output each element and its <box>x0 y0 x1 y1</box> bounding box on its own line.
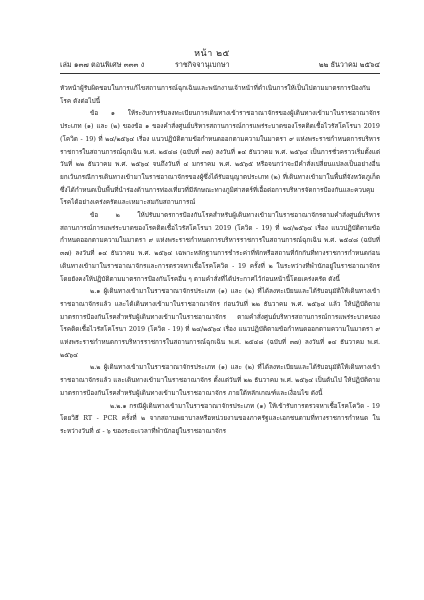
paragraph-intro: หัวหน้าผู้รับผิดชอบในการแก้ไขสถานการณ์ฉุกเฉินและพนักงานเจ้าหน้าที่ดำเนินการให้เป็นไปตามมาตรการป้องกันโรค ดังต่อไปนี้ <box>60 84 371 105</box>
volume-issue: เล่ม ๑๓๗ ตอนพิเศษ ๓๓๓ ง <box>60 60 145 69</box>
document-body <box>60 82 380 438</box>
paragraph-clause-1: ข้อ ๑ ให้ระงับการรับลงทะเบียนการเดินทางเข้าราชอาณาจักรของผู้เดินทางเข้ามาในราชอาณาจักรประเภท (๑) และ (๒) ของข้อ ๑ ของคำสั่งศูนย์บริหารสถานการณ์การแพร่ระบาดของโรคติดเชื้อไวรัสโคโรนา 2019 (โควิด - 19) ที่ ๒๔/๒๕๖๔ เรื่อง แนวปฏิบัติตามข้อกำหนดออกตามความในมาตรา ๙ แห่งพระราชกำหนดการบริหารราชการในสถานการณ์ฉุกเฉิน พ.ศ. ๒๕๔๘ (ฉบับที่ ๓๗) ลงวันที่ ๑๔ ธันวาคม พ.ศ. ๒๕๖๔ เป็นการชั่วคราวเริ่มตั้งแต่วันที่ ๒๒ ธันวาคม พ.ศ. ๒๕๖๔ จนถึงวันที่ ๔ มกราคม พ.ศ. ๒๕๖๕ หรือจนกว่าจะมีคำสั่งเปลี่ยนแปลงเป็นอย่างอื่น ยกเว้นกรณีการเดินทางเข้ามาในราชอาณาจักรของผู้ซึ่งได้รับอนุญาตประเภท (๒) ที่เดินทางเข้ามาในพื้นที่จังหวัดภูเก็ต ซึ่งได้กำหนดเป็นพื้นที่นำร่องด้านการท่องเที่ยวที่มีลักษณะทางภูมิศาสตร์ที่เอื้อต่อการบริหารจัดการป้องกันและควบคุมโรคได้อย่างเคร่งครัดและเหมาะสมกับสถานการณ์ <box>60 109 380 207</box>
paragraph-clause-2-2-1: ๒.๒.๑ กรณีผู้เดินทางเข้ามาในราชอาณาจักรประเภท (๑) ให้เข้ารับการตรวจหาเชื้อโรคโควิด - 19 โดยวิธี RT - PCR ครั้งที่ ๒ จากสถานพยาบาลหรือหน่วยงานของภาครัฐและเอกชนตามที่ทางราชการกำหนด ในระหว่างวันที่ ๕ - ๖ ของระยะเวลาที่พำนักอยู่ในราชอาณาจักร <box>60 401 380 435</box>
gazette-title: ราชกิจจานุเบกษา <box>175 60 230 69</box>
paragraph-clause-2-2: ๒.๒ ผู้เดินทางเข้ามาในราชอาณาจักรประเภท (๑) และ (๒) ที่ได้ลงทะเบียนและได้รับอนุมัติให้เดินทางเข้าราชอาณาจักรแล้ว และเดินทางเข้ามาในราชอาณาจักร ตั้งแต่วันที่ ๒๒ ธันวาคม พ.ศ. ๒๕๖๔ เป็นต้นไป ให้ปฏิบัติตามมาตรการป้องกันโรคสำหรับผู้เดินทางเข้ามาในราชอาณาจักร ภายใต้หลักเกณฑ์และเงื่อนไข ดังนี้ <box>60 363 380 397</box>
page-number: หน้า ๒๕ <box>194 49 230 59</box>
paragraph-clause-2: ข้อ ๒ ให้ปรับมาตรการป้องกันโรคสำหรับผู้เดินทางเข้ามาในราชอาณาจักรตามคำสั่งศูนย์บริหารสถานการณ์การแพร่ระบาดของโรคติดเชื้อไวรัสโคโรนา 2019 (โควิด - 19) ที่ ๒๔/๒๕๖๔ เรื่อง แนวปฏิบัติตามข้อกำหนดออกตามความในมาตรา ๙ แห่งพระราชกำหนดการบริหารราชการในสถานการณ์ฉุกเฉิน พ.ศ. ๒๕๔๘ (ฉบับที่ ๓๗) ลงวันที่ ๑๔ ธันวาคม พ.ศ. ๒๕๖๔ เฉพาะหลักฐานการชำระค่าที่พักหรือสถานที่กักกันที่ทางราชการกำหนดก่อนเดินทางเข้ามาในราชอาณาจักรและการตรวจหาเชื้อโรคโควิด - 19 ครั้งที่ ๒ ในระหว่างที่พำนักอยู่ในราชอาณาจักร โดยยังคงให้ปฏิบัติตามมาตรการป้องกันโรคอื่น ๆ ตามคำสั่งที่ได้ประกาศไว้ก่อนหน้านี้โดยเคร่งครัด ดังนี้ <box>60 211 380 283</box>
header-divider <box>60 73 380 74</box>
publication-date: ๒๒ ธันวาคม ๒๕๖๔ <box>318 60 380 69</box>
paragraph-clause-2-1: ๒.๑ ผู้เดินทางเข้ามาในราชอาณาจักรประเภท (๑) และ (๒) ที่ได้ลงทะเบียนและได้รับอนุมัติให้เดินทางเข้าราชอาณาจักรแล้ว และได้เดินทางเข้ามาในราชอาณาจักร ก่อนวันที่ ๒๒ ธันวาคม พ.ศ. ๒๕๖๔ แล้ว ให้ปฏิบัติตามมาตรการป้องกันโรคสำหรับผู้เดินทางเข้ามาในราชอาณาจักร ตามคำสั่งศูนย์บริหารสถานการณ์การแพร่ระบาดของโรคติดเชื้อไวรัสโคโรนา 2019 (โควิด - 19) ที่ ๒๔/๒๕๖๔ เรื่อง แนวปฏิบัติตามข้อกำหนดออกตามความในมาตรา ๙ แห่งพระราชกำหนดการบริหารราชการในสถานการณ์ฉุกเฉิน พ.ศ. ๒๕๔๘ (ฉบับที่ ๓๗) ลงวันที่ ๑๔ ธันวาคม พ.ศ. ๒๕๖๔ <box>60 287 380 359</box>
